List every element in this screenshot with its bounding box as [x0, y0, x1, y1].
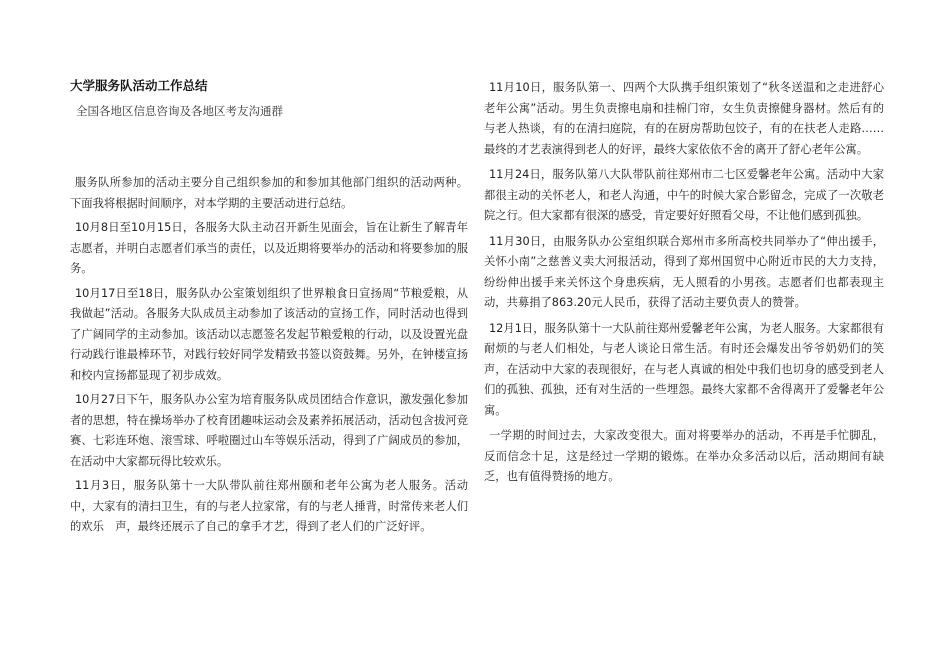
right-column: [484, 78, 884, 493]
paragraph-nov-3: 11月3日，服务队第十一大队带队前往郑州颐和老年公寓为老人服务。活动中，大家有的清扫卫生，有的与老人拉家常，有的与老人捶背，时常传来老人们的欢乐 声，最终还展示了自己的拿手才艺，得到了老人们的广泛好评。: [70, 479, 468, 533]
paragraph-oct-27: 10月27日下午，服务队办公室为培育服务队成员团结合作意识，激发强化参加者的思想，特在操场举办了校育团趣味运动会及素养拓展活动，活动包含拔河竞赛、七彩连环炮、滚雪球、呼啦圈过山车等娱乐活动，得到了广阔成员的参加，在活动中大家都玩得比较欢乐。: [70, 393, 468, 468]
document-title: 大学服务队活动工作总结: [70, 78, 208, 93]
paragraph-conclusion: 一学期的时间过去，大家改变很大。面对将要举办的活动，不再是手忙脚乱，反而信念十足，这是经过一学期的锻炼。在举办众多活动以后，活动期间有缺乏，也有值得赞扬的地方。: [484, 429, 884, 483]
paragraph-oct-8: 10月8日至10月15日，各服务大队主动召开新生见面会，旨在让新生了解青年志愿者，并明白志愿者们承当的责任，以及近期将要举办的活动和将要参加的服务。: [70, 221, 468, 275]
paragraph-intro: 服务队所参加的活动主要分自己组织参加的和参加其他部门组织的活动两种。下面我将根据时间顺序，对本学期的主要活动进行总结。: [70, 176, 468, 210]
left-column: [70, 78, 468, 542]
paragraph-nov-30: 11月30日，由服务队办公室组织联合郑州市多所高校共同举办了“伸出援手，关怀小南”之慈善义卖大河报活动，得到了郑州国贸中心附近市民的大力支持，纷纷伸出援手来关怀这个身患疾病，无人照看的小男孩。志愿者们也都表现主动，共募捐了863.20元人民币，获得了活动主要负责人的赞誉。: [484, 234, 884, 309]
paragraph-oct-17: 10月17日至18日，服务队办公室策划组织了世界粮食日宣扬周“节粮爱粮，从我做起”活动。各服务大队成员主动参加了该活动的宣扬工作，同时活动也得到了广阔同学的主动参加。该活动以志愿签名发起节粮爱粮的行动，以及设置光盘行动践行谁最棒环节，对践行较好同学发精致书签以资鼓舞。另外，在钟楼宣扬和校内宣扬都显现了初步成效。: [70, 286, 468, 382]
paragraph-nov-24: 11月24日，服务队第八大队带队前往郑州市二七区爱馨老年公寓。活动中大家都很主动的关怀老人，和老人沟通，中午的时候大家合影留念，完成了一次敬老院之行。但大家都有很深的感受，肯定要好好照看父母，不让他们感到孤独。: [484, 168, 884, 222]
document-subtitle: 全国各地区信息咨询及各地区考友沟通群: [76, 104, 283, 118]
paragraph-dec-1: 12月1日，服务队第十一大队前往郑州爱馨老年公寓，为老人服务。大家都很有耐烦的与老人们相处，与老人谈论日常生活。有时还会爆发出爷爷奶奶们的笑声，在活动中大家的表现很好，在与老人真诚的相处中我们也切身的感受到老人们的孤独、孤独，还有对生活的一些埋怨。最终大家都不舍得离开了爱馨老年公寓。: [484, 321, 884, 417]
paragraph-nov-10: 11月10日，服务队第一、四两个大队携手组织策划了“秋冬送温和之走进舒心老年公寓”活动。男生负责擦电扇和挂棉门帘，女生负责擦健身器材。然后有的与老人热谈，有的在清扫庭院，有的在厨房帮助包饺子，有的在扶老人走路……最终的才艺表演得到老人的好评，最终大家依依不舍的离开了舒心老年公寓。: [484, 81, 884, 156]
